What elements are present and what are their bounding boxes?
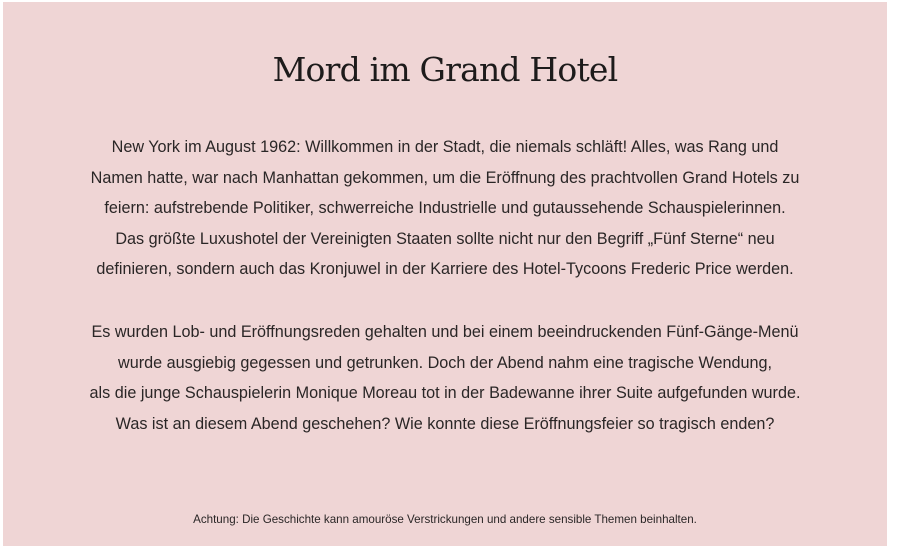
intro-paragraph (3, 132, 887, 285)
paragraph-line: Namen hatte, war nach Manhattan gekommen, um die Eröffnung des prachtvollen Grand Hotels zu (90, 168, 800, 187)
paragraph-line: als die junge Schauspielerin Monique Moreau tot in der Badewanne ihrer Suite aufgefunden wurde. (89, 384, 801, 403)
paragraph-line: Was ist an diesem Abend geschehen? Wie konnte diese Eröffnungsfeier so tragisch enden? (115, 414, 775, 433)
plot-paragraph (3, 317, 887, 439)
paragraph-line: Es wurden Lob- und Eröffnungsreden gehalten und bei einem beeindruckenden Fünf-Gänge-Menü (91, 323, 799, 341)
story-card (3, 2, 887, 546)
page-title: Mord im Grand Hotel (272, 50, 618, 89)
paragraph-line: wurde ausgiebig gegessen und getrunken. Doch der Abend nahm eine tragische Wendung, (118, 353, 772, 372)
paragraph-line: definieren, sondern auch das Kronjuwel in der Karriere des Hotel-Tycoons Frederic Price werden. (96, 260, 794, 279)
content-warning: Achtung: Die Geschichte kann amouröse Verstrickungen und andere sensible Themen beinhalten. (193, 513, 697, 526)
paragraph-line: feiern: aufstrebende Politiker, schwerreiche Industrielle und gutaussehende Schauspielerinnen. (104, 199, 786, 218)
paragraph-line: Das größte Luxushotel der Vereinigten Staaten sollte nicht nur den Begriff „Fünf Sterne“ neu (115, 229, 775, 248)
paragraph-line: New York im August 1962: Willkommen in der Stadt, die niemals schläft! Alles, was Rang und (111, 138, 779, 156)
